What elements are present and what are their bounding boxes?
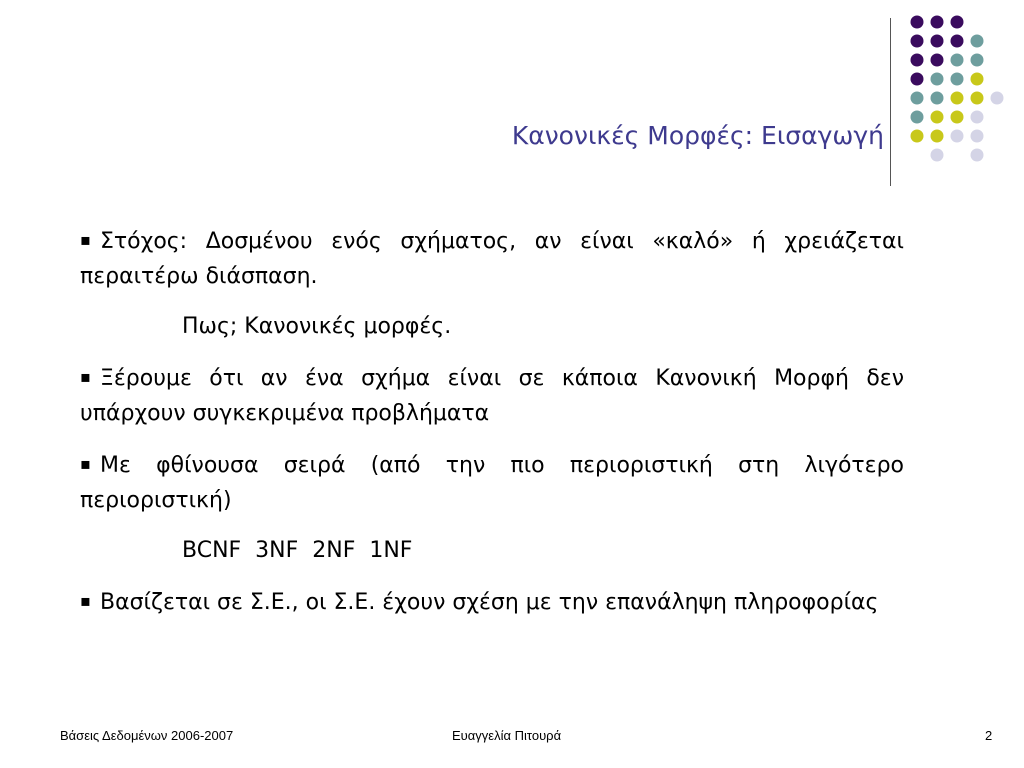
decorative-dot: [911, 54, 924, 67]
decorative-dot: [911, 130, 924, 143]
decorative-dot: [931, 92, 944, 105]
decorative-dot: [911, 73, 924, 86]
decorative-dot: [951, 35, 964, 48]
footer-author: Ευαγγελία Πιτουρά: [452, 728, 562, 743]
decorative-dot: [951, 73, 964, 86]
bullet-text: Ξέρουμε ότι αν ένα σχήμα είναι σε κάποια Κανονική Μορφή δεν υπάρχουν συγκεκριμένα προβλήματα: [80, 366, 904, 426]
decorative-dot: [951, 111, 964, 124]
bullet-item: [80, 359, 904, 431]
footer-course: Βάσεις Δεδομένων 2006-2007: [60, 728, 234, 743]
decorative-dot: [931, 73, 944, 86]
decorative-dot: [911, 111, 924, 124]
bullet-item: [80, 583, 904, 620]
decorative-dot: [971, 149, 984, 162]
decorative-dot: [911, 16, 924, 29]
decorative-dot: [931, 149, 944, 162]
decorative-dot: [931, 130, 944, 143]
decorative-dot: [951, 16, 964, 29]
decorative-dot: [971, 73, 984, 86]
decorative-dot: [931, 111, 944, 124]
indented-text: Πως; Κανονικές μορφές.: [182, 314, 452, 339]
decorative-dot: [911, 92, 924, 105]
decorative-dot: [971, 130, 984, 143]
slide-title: Κανονικές Μορφές: Εισαγωγή: [511, 121, 884, 150]
footer-page-number: 2: [985, 728, 993, 743]
decorative-dot: [971, 35, 984, 48]
bullet-marker: ▪: [80, 591, 91, 610]
indented-line: [80, 533, 904, 568]
decorative-dot: [931, 16, 944, 29]
decorative-dot: [971, 54, 984, 67]
bullet-text: Με φθίνουσα σειρά (από την πιο περιοριστική στη λιγότερο περιοριστική): [80, 453, 904, 513]
decorative-dot: [931, 54, 944, 67]
decorative-dot: [951, 54, 964, 67]
decorative-dot: [911, 35, 924, 48]
decorative-dot: [971, 92, 984, 105]
indented-text: BCNF 3NF 2NF 1NF: [182, 538, 413, 563]
decorative-dot: [991, 92, 1004, 105]
bullet-marker: ▪: [80, 367, 91, 386]
bullet-text: Στόχος: Δοσμένου ενός σχήματος, αν είναι «καλό» ή χρειάζεται περαιτέρω διάσπαση.: [80, 229, 904, 289]
bullet-text: Βασίζεται σε Σ.Ε., οι Σ.Ε. έχουν σχέση με την επανάληψη πληροφορίας: [100, 590, 879, 615]
vertical-divider: [890, 18, 891, 186]
bullet-item: [80, 222, 904, 294]
decorative-dot: [951, 130, 964, 143]
decorative-dot: [951, 92, 964, 105]
bullet-marker: ▪: [80, 230, 91, 249]
bullet-marker: ▪: [80, 454, 91, 473]
indented-line: [80, 309, 904, 344]
slide-body: [80, 222, 904, 635]
decorative-dot: [971, 111, 984, 124]
decorative-dot: [931, 35, 944, 48]
bullet-item: [80, 446, 904, 518]
